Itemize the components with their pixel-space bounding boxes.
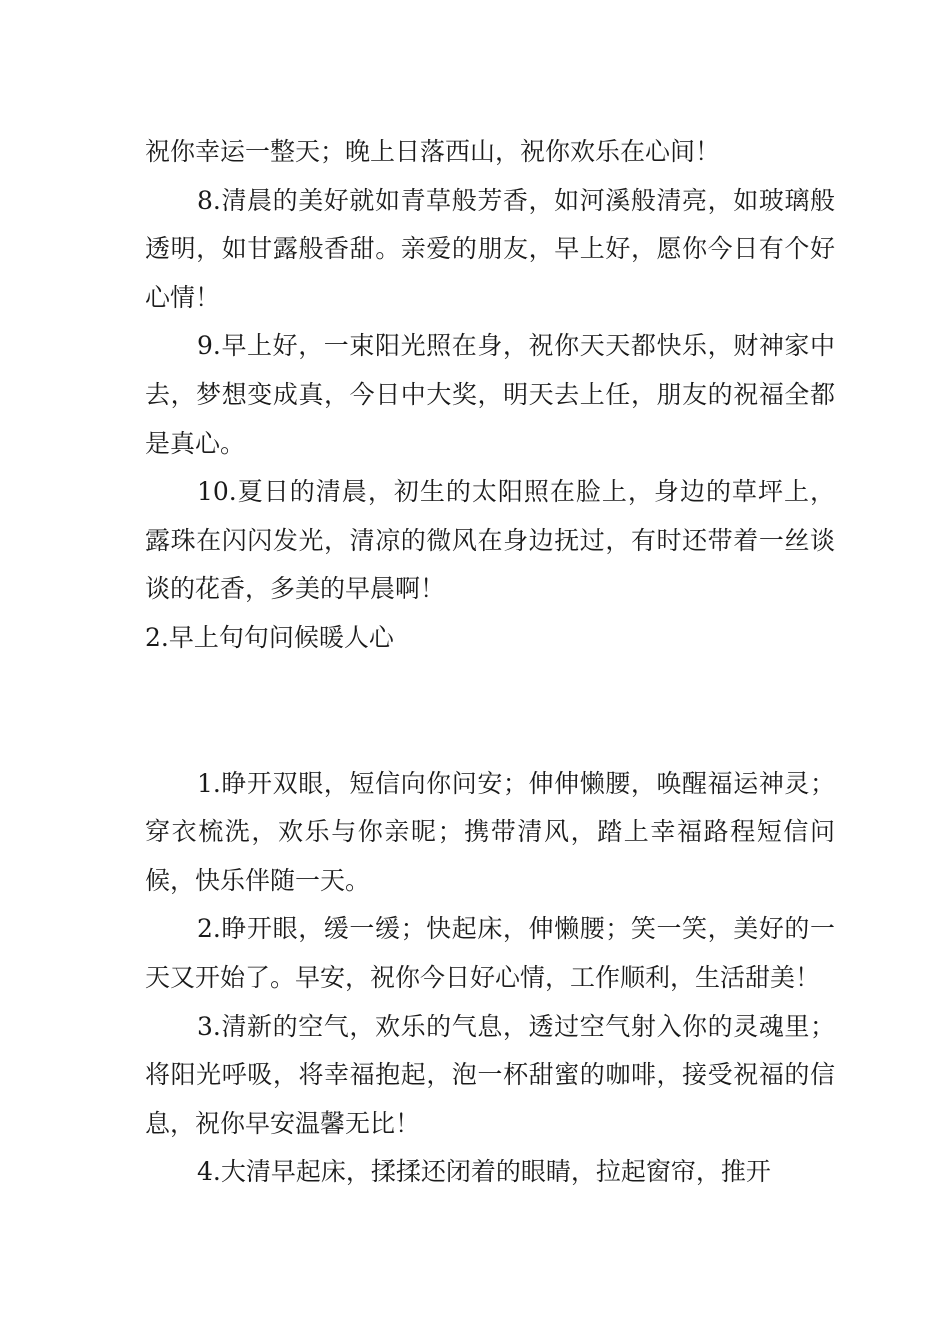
paragraph-item-1: 1.睁开双眼，短信向你问安；伸伸懒腰，唤醒福运神灵；穿衣梳洗，欢乐与你亲昵；携带清风，踏上幸福路程短信问候，快乐伴随一天。 xyxy=(145,768,835,895)
paragraph-continuation: 祝你幸运一整天；晚上日落西山，祝你欢乐在心间！ xyxy=(145,137,721,166)
paragraph-item-2: 2.睁开眼，缓一缓；快起床，伸懒腰；笑一笑，美好的一天又开始了。早安，祝你今日好心情，工作顺利，生活甜美！ xyxy=(145,914,835,992)
section-spacer xyxy=(145,663,835,760)
paragraph-item-9: 9.早上好，一束阳光照在身，祝你天天都快乐，财神家中去，梦想变成真，今日中大奖，明天去上任，朋友的祝福全都是真心。 xyxy=(145,331,835,458)
paragraph-item-8: 8.清晨的美好就如青草般芳香，如河溪般清亮，如玻璃般透明，如甘露般香甜。亲爱的朋友，早上好，愿你今日有个好心情！ xyxy=(145,185,835,312)
document-body xyxy=(145,128,835,1197)
paragraph-item-3: 3.清新的空气，欢乐的气息，透过空气射入你的灵魂里；将阳光呼吸，将幸福抱起，泡一杯甜蜜的咖啡，接受祝福的信息，祝你早安温馨无比！ xyxy=(145,1011,835,1138)
paragraph-item-10: 10.夏日的清晨，初生的太阳照在脸上，身边的草坪上，露珠在闪闪发光，清凉的微风在身边抚过，有时还带着一丝谈谈的花香，多美的早晨啊！ xyxy=(145,477,835,604)
paragraph-item-4: 4.大清早起床，揉揉还闭着的眼睛，拉起窗帘，推开 xyxy=(197,1157,771,1187)
section-heading: 2.早上句句问候暖人心 xyxy=(145,622,394,652)
